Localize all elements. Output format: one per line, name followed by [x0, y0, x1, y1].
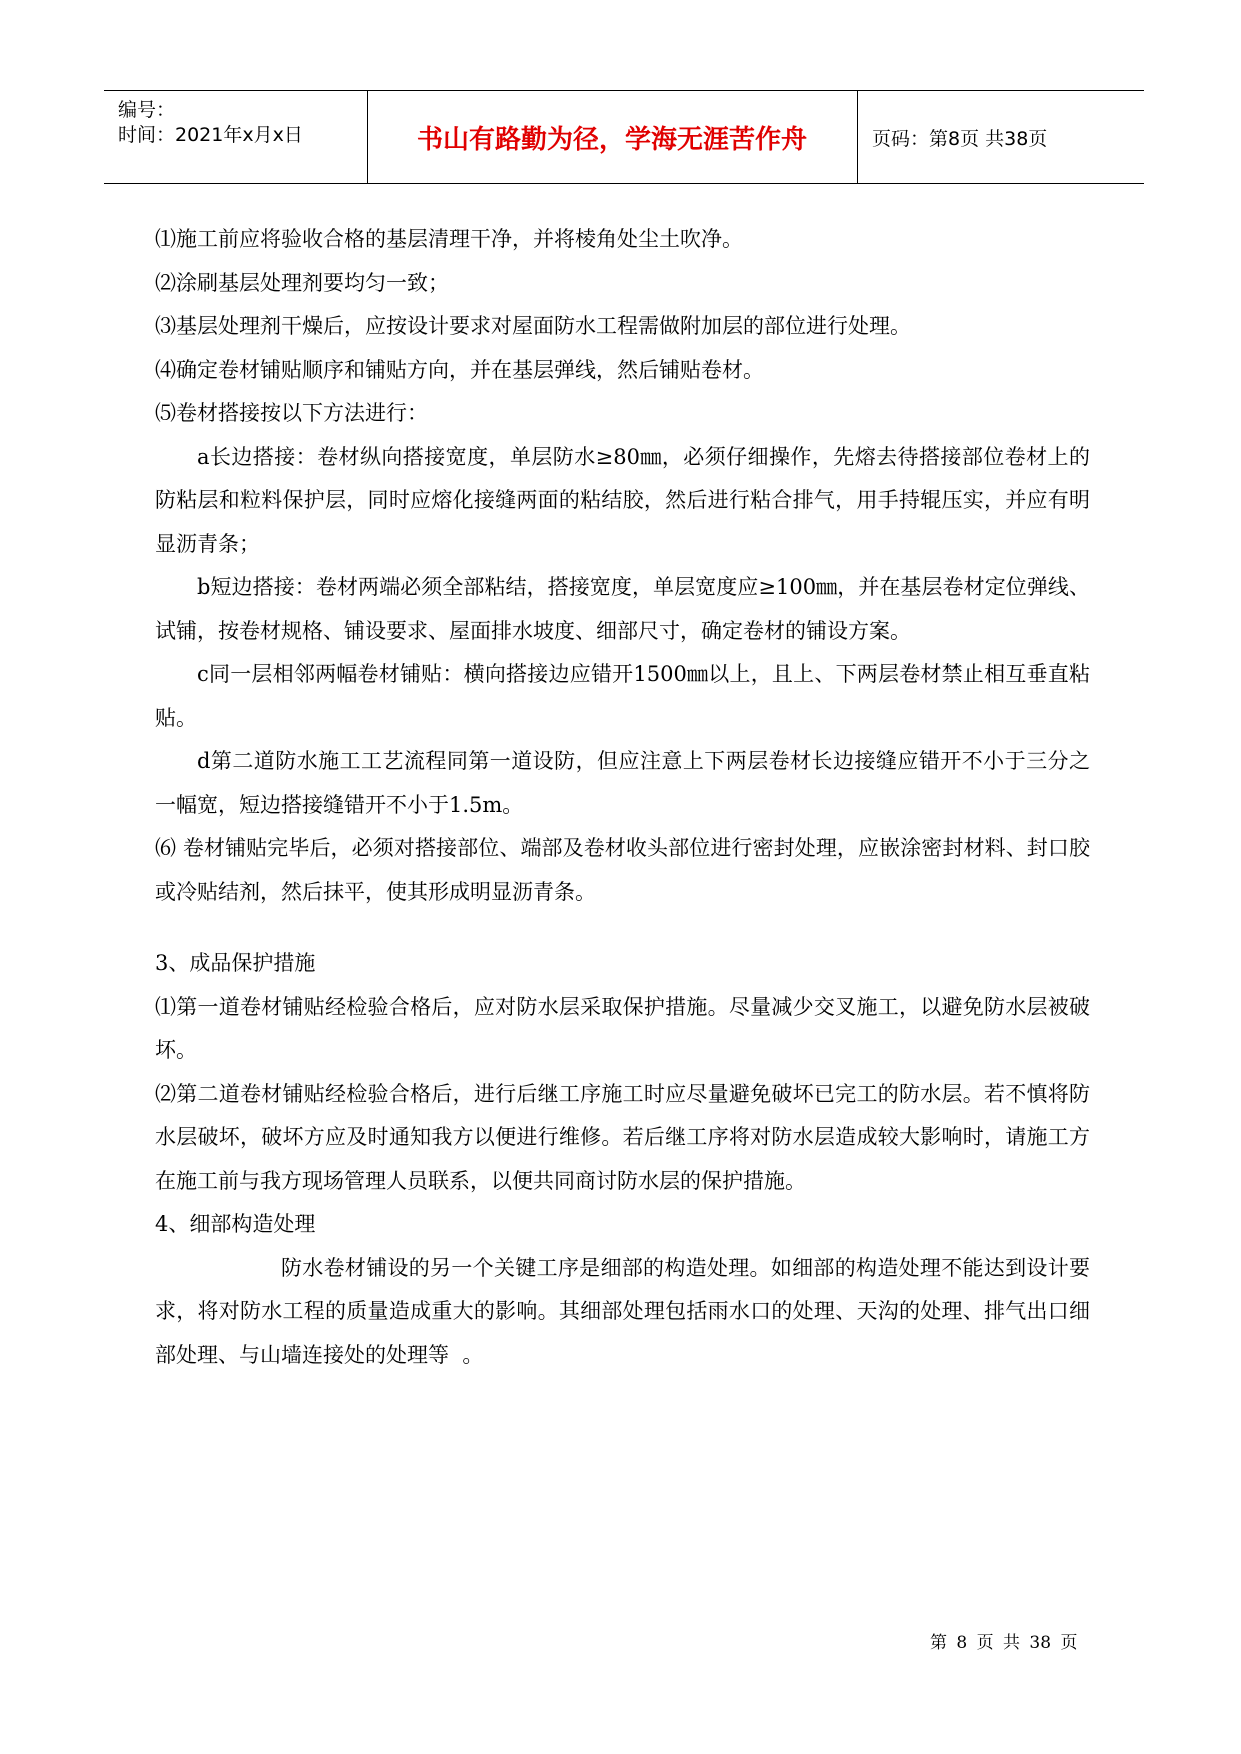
header-motto-cell	[367, 91, 858, 183]
paragraph: ⑸卷材搭接按以下方法进行：	[155, 401, 428, 425]
paragraph: ⑹ 卷材铺贴完毕后，必须对搭接部位、端部及卷材收头部位进行密封处理，应嵌涂密封材料、封口胶或冷贴结剂，然后抹平，使其形成明显沥青条。	[155, 836, 1090, 904]
header-meta	[104, 91, 368, 183]
section-heading: 4、细部构造处理	[155, 1212, 316, 1236]
paragraph: 防水卷材铺设的另一个关键工序是细部的构造处理。如细部的构造处理不能达到设计要求，将对防水工程的质量造成重大的影响。其细部处理包括雨水口的处理、天沟的处理、排气出口细部处理、与山墙连接处的处理等 。	[155, 1255, 1090, 1367]
header-page-cell	[858, 91, 1144, 183]
header-page-label: 页码：第8页 共38页	[872, 128, 1048, 150]
paragraph: ⑶基层处理剂干燥后，应按设计要求对屋面防水工程需做附加层的部位进行处理。	[155, 314, 911, 338]
paragraph: b短边搭接：卷材两端必须全部粘结，搭接宽度，单层宽度应≥100㎜，并在基层卷材定位弹线、试铺，按卷材规格、铺设要求、屋面排水坡度、细部尺寸，确定卷材的铺设方案。	[155, 575, 1090, 643]
time-label: 时间：2021年x月x日	[118, 124, 303, 146]
document-body	[155, 218, 1090, 1377]
paragraph: c同一层相邻两幅卷材铺贴：横向搭接边应错开1500㎜以上，且上、下两层卷材禁止相互垂直粘贴。	[155, 662, 1090, 730]
spacer	[155, 914, 1090, 942]
paragraph: a长边搭接：卷材纵向搭接宽度，单层防水≥80㎜，必须仔细操作，先熔去待搭接部位卷材上的防粘层和粒料保护层，同时应熔化接缝两面的粘结胶，然后进行粘合排气，用手持辊压实，并应有明显沥青条；	[155, 444, 1090, 556]
paragraph: d第二道防水施工工艺流程同第一道设防，但应注意上下两层卷材长边接缝应错开不小于三分之一幅宽，短边搭接缝错开不小于1.5m。	[155, 749, 1090, 817]
page-header	[104, 90, 1144, 184]
paragraph: ⑴第一道卷材铺贴经检验合格后，应对防水层采取保护措施。尽量减少交叉施工，以避免防水层被破坏。	[155, 994, 1090, 1062]
paragraph: ⑵第二道卷材铺贴经检验合格后，进行后继工序施工时应尽量避免破坏已完工的防水层。若不慎将防水层破坏，破坏方应及时通知我方以便进行维修。若后继工序将对防水层造成较大影响时，请施工方在施工前与我方现场管理人员联系，以便共同商讨防水层的保护措施。	[155, 1081, 1090, 1193]
number-label: 编号：	[118, 99, 176, 121]
header-motto: 书山有路勤为径，学海无涯苦作舟	[416, 125, 807, 155]
section-heading: 3、成品保护措施	[155, 951, 316, 975]
page-footer: 第 8 页 共 38 页	[930, 1633, 1078, 1653]
paragraph: ⑷确定卷材铺贴顺序和铺贴方向，并在基层弹线，然后铺贴卷材。	[155, 357, 764, 382]
paragraph: ⑴施工前应将验收合格的基层清理干净，并将棱角处尘土吹净。	[155, 227, 743, 251]
paragraph: ⑵涂刷基层处理剂要均匀一致；	[155, 270, 449, 295]
